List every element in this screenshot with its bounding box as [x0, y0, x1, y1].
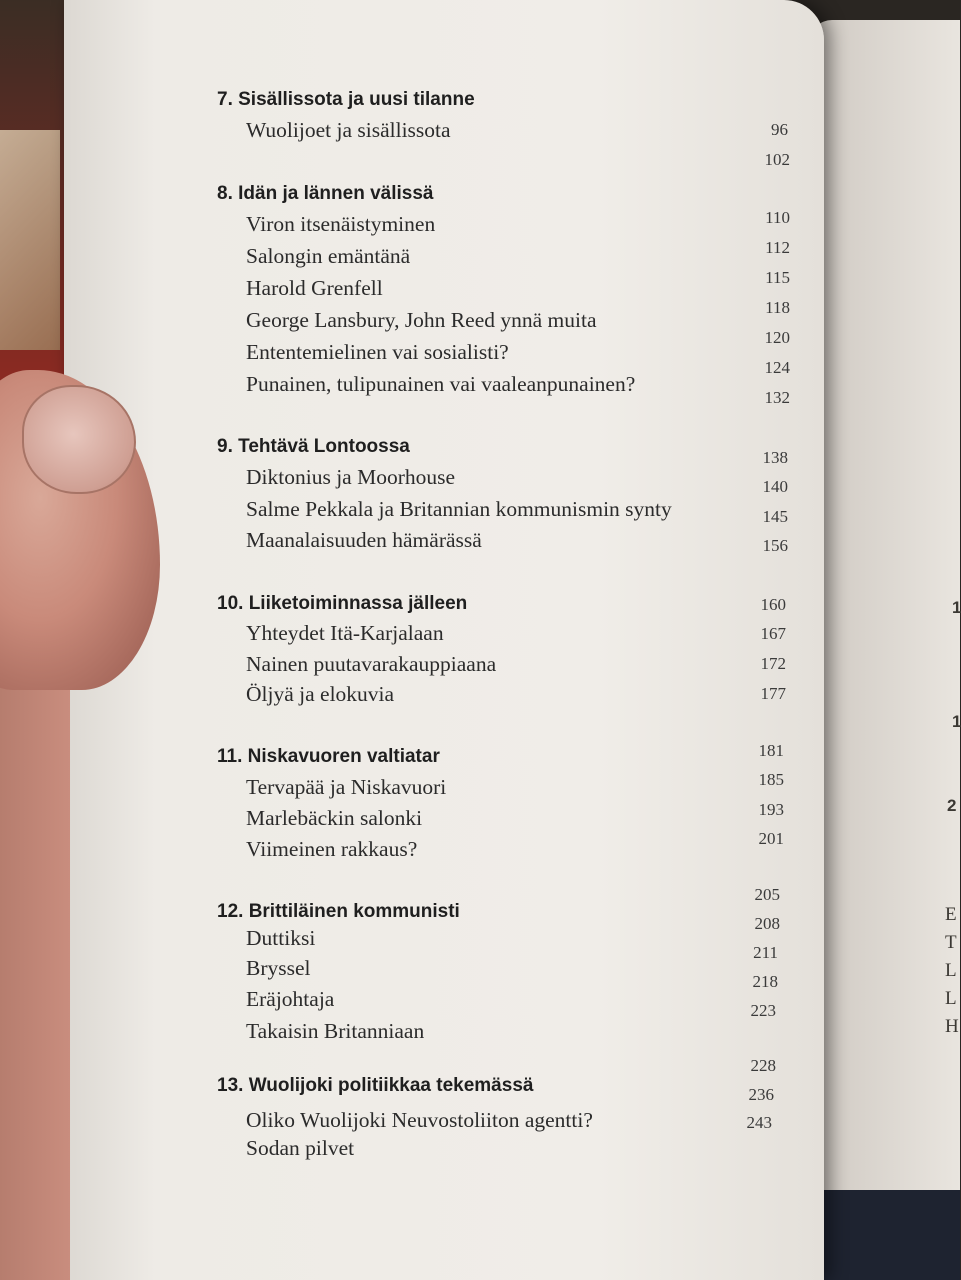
chapter-heading: 13. Wuolijoki politiikkaa tekemässä: [217, 1075, 534, 1096]
chapter-heading: 12. Brittiläinen kommunisti: [217, 901, 460, 922]
page-number: 115: [765, 268, 790, 287]
page-number: 160: [760, 595, 786, 614]
page-number: 132: [764, 388, 790, 407]
toc-entry: Eräjohtaja: [246, 987, 335, 1011]
toc-entry: Viimeinen rakkaus?: [246, 837, 418, 861]
toc-entry: Ententemielinen vai sosialisti?: [246, 340, 509, 364]
page-number: 145: [762, 507, 788, 526]
chapter-heading: 7. Sisällissota ja uusi tilanne: [217, 89, 475, 110]
toc-entry: Tervapää ja Niskavuori: [246, 775, 447, 799]
right-fragment: 1: [952, 712, 961, 731]
chapter-heading: 8. Idän ja lännen välissä: [217, 183, 434, 204]
page-number: 96: [771, 120, 788, 139]
toc-entry: Oliko Wuolijoki Neuvostoliiton agentti?: [246, 1108, 593, 1132]
page-number: 201: [758, 829, 784, 848]
page-number: 172: [760, 654, 786, 673]
chapter-heading: 9. Tehtävä Lontoossa: [217, 436, 410, 457]
page-number: 236: [748, 1085, 774, 1104]
page-number: 223: [750, 1001, 776, 1020]
page-number: 218: [752, 972, 778, 991]
toc-entry: Salme Pekkala ja Britannian kommunismin synty: [246, 497, 672, 521]
page-number: 138: [762, 448, 788, 467]
page-number: 211: [753, 943, 778, 962]
page-number: 205: [754, 885, 780, 904]
right-fragment: E: [945, 904, 957, 925]
toc-entry: Nainen puutavarakauppiaana: [246, 652, 497, 676]
toc-entry: Salongin emäntänä: [246, 244, 411, 268]
page-number: 140: [762, 477, 788, 496]
toc-entry: Maanalaisuuden hämärässä: [246, 528, 482, 552]
page-number: 156: [762, 536, 788, 555]
toc-entry: Marlebäckin salonki: [246, 806, 423, 830]
page-number: 243: [746, 1113, 772, 1132]
right-fragment: T: [945, 932, 957, 953]
right-fragment: 2: [947, 796, 957, 815]
page-number: 110: [765, 208, 790, 227]
page-number: 167: [760, 624, 786, 643]
toc-entry: Punainen, tulipunainen vai vaaleanpunainen?: [246, 372, 636, 396]
page-number: 120: [764, 328, 790, 347]
page-number: 185: [758, 770, 784, 789]
page-number: 124: [764, 358, 790, 377]
toc-entry: Wuolijoet ja sisällissota: [246, 118, 451, 142]
page-number: 118: [765, 298, 790, 317]
page-number: 193: [758, 800, 784, 819]
page-number: 112: [765, 238, 790, 257]
toc-entry: Öljyä ja elokuvia: [246, 682, 395, 706]
chapter-heading: 11. Niskavuoren valtiatar: [217, 746, 440, 767]
right-fragment: 1: [952, 598, 961, 617]
page-number: 177: [760, 684, 786, 703]
toc-entry: Yhteydet Itä-Karjalaan: [246, 621, 444, 645]
right-fragment: L: [945, 988, 957, 1009]
page-number: 181: [758, 741, 784, 760]
right-fragment: L: [945, 960, 957, 981]
right-fragment: H: [945, 1016, 959, 1037]
toc-entry: Harold Grenfell: [246, 276, 383, 300]
toc-entry: Duttiksi: [246, 926, 316, 950]
toc-entry: Bryssel: [246, 956, 311, 980]
page-number: 208: [754, 914, 780, 933]
toc-entry: George Lansbury, John Reed ynnä muita: [246, 308, 597, 332]
toc-entry: Sodan pilvet: [246, 1136, 355, 1160]
chapter-heading: 10. Liiketoiminnassa jälleen: [217, 593, 468, 614]
page-number: 102: [764, 150, 790, 169]
toc-entry: Takaisin Britanniaan: [246, 1019, 425, 1043]
toc-entry: Viron itsenäistyminen: [246, 212, 436, 236]
toc-entry: Diktonius ja Moorhouse: [246, 465, 456, 489]
page-number: 228: [750, 1056, 776, 1075]
